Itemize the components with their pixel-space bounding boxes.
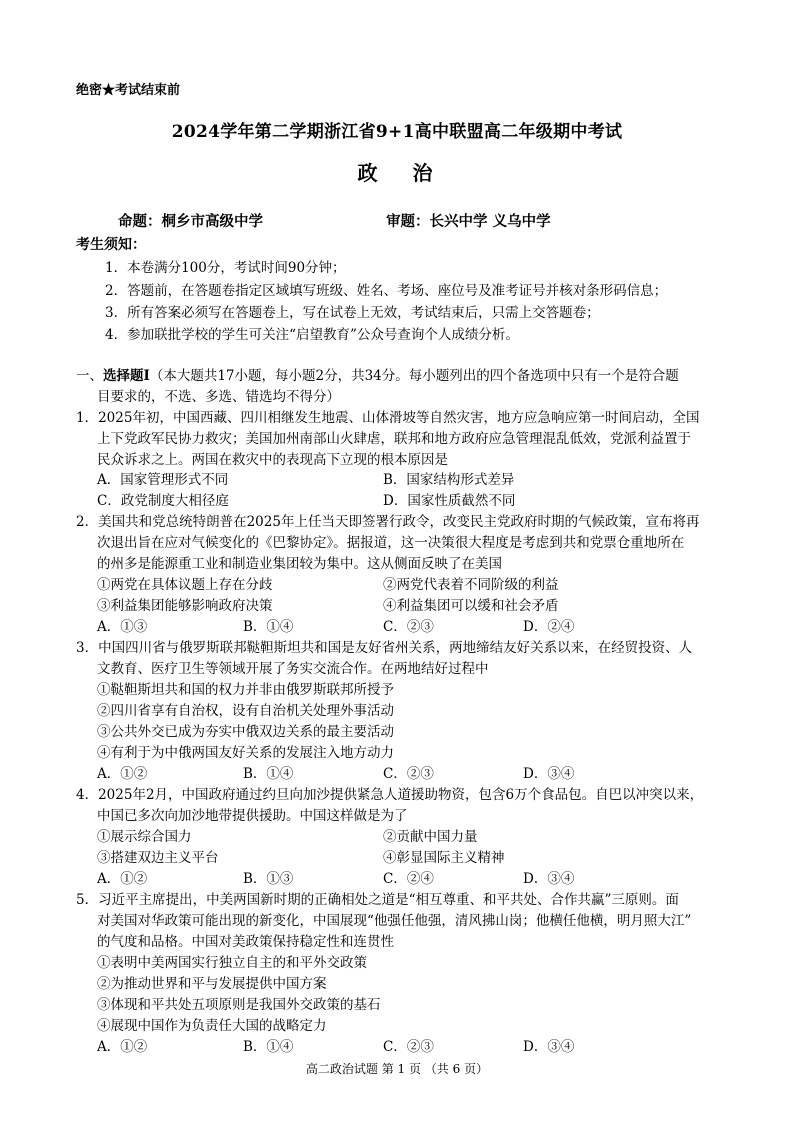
question-1-option-b[interactable]: B．国家结构形式差异 [383,472,515,488]
question-5-statement: ④展现中国作为负责任大国的战略定力 [97,1018,327,1034]
question-3-statement: ④有利于为中俄两国友好关系的发展注入地方动力 [97,745,394,761]
page-footer: 高二政治试题 第 1 页 （共 6 页） [305,1062,489,1076]
question-4-choice-c[interactable]: C．②④ [383,871,434,887]
question-3-choice-b[interactable]: B．①④ [243,766,294,782]
question-5-choice-b[interactable]: B．①④ [243,1039,294,1055]
question-3-text: 文教育、医疗卫生等领域开展了务实交流合作。在两地结好过程中 [97,661,489,677]
question-3-statement: ②四川省享有自治权，设有自治机关处理外事活动 [97,703,394,719]
section-prefix: 一、 [76,368,103,384]
question-1-text: 上下党政军民协力救灾；美国加州南部山火肆虐，联邦和地方政府应急管理混乱低效，党派利益置于 [97,431,691,447]
question-1-text: 1．2025年初，中国西藏、四川相继发生地震、山体滑坡等自然灾害，地方应急响应第一时间启动，全国 [76,410,700,426]
section-label: 选择题Ⅰ [103,368,150,384]
question-2-statement: ④利益集团可以缓和社会矛盾 [383,598,559,614]
question-4-choice-b[interactable]: B．①③ [243,871,294,887]
section-desc: （本大题共17小题，每小题2分，共34分。每小题列出的四个备选项中只有一个是符合题 [149,368,679,384]
subject-title: 政 治 [357,161,447,185]
question-4-statement: ②贡献中国力量 [383,829,478,845]
question-4-text: 4．2025年2月，中国政府通过约旦向加沙提供紧急人道援助物资，包含6万个食品包。自巴以冲突以来， [76,787,704,803]
question-3-choice-d[interactable]: D．③④ [523,766,575,782]
question-1-option-d[interactable]: D．国家性质截然不同 [383,493,516,509]
question-2-choice-c[interactable]: C．②③ [383,619,434,635]
question-5-text: 的气度和品格。中国对美政策保持稳定性和连贯性 [97,934,394,950]
notice-heading: 考生须知： [76,237,146,253]
section-heading [76,364,679,384]
question-2-choice-b[interactable]: B．①④ [243,619,294,635]
exam-title: 2024学年第二学期浙江省9+1高中联盟高二年级期中考试 [171,122,623,142]
notice-item: 2．答题前，在答题卷指定区域填写班级、姓名、考场、座位号及准考证号并核对条形码信息； [105,283,668,299]
question-3-text: 3．中国四川省与俄罗斯联邦鞑靼斯坦共和国是友好省州关系，两地缔结友好关系以来，在经贸投资、人 [76,640,693,656]
question-4-text: 中国已多次向加沙地带提供援助。中国这样做是为了 [97,808,408,824]
question-5-text: 5．习近平主席提出，中美两国新时期的正确相处之道是“相互尊重、和平共处、合作共赢”三原则。面 [76,892,679,908]
question-2-text: 的州多是能源重工业和制造业集团较为集中。这从侧面反映了在美国 [97,556,502,572]
question-3-statement: ③公共外交已成为夯实中俄双边关系的最主要活动 [97,724,394,740]
author-setter: 命题：桐乡市高级中学 [118,214,263,230]
authors-line [118,210,551,231]
question-2-text: 次退出旨在应对气候变化的《巴黎协定》。据报道，这一决策很大程度是考虑到共和党票仓重地所在 [97,535,685,551]
question-2-choice-d[interactable]: D．②④ [523,619,575,635]
notice-item: 4．参加联批学校的学生可关注“启望教育”公众号查询个人成绩分析。 [105,327,519,343]
question-4-choice-a[interactable]: A．①② [97,871,148,887]
question-4-statement: ①展示综合国力 [97,829,192,845]
question-5-choice-d[interactable]: D．③④ [523,1039,575,1055]
question-1-text: 民众诉求之上。两国在救灾中的表现高下立现的根本原因是 [97,452,448,468]
question-2-statement: ③利益集团能够影响政府决策 [97,598,273,614]
question-5-statement: ②为推动世界和平与发展提供中国方案 [97,976,327,992]
question-4-choice-d[interactable]: D．③④ [523,871,575,887]
question-3-statement: ①鞑靼斯坦共和国的权力并非由俄罗斯联邦所授予 [97,682,394,698]
question-1-option-c[interactable]: C．政党制度大相径庭 [97,493,229,509]
question-5-choice-a[interactable]: A．①② [97,1039,148,1055]
question-5-choice-c[interactable]: C．②③ [383,1039,434,1055]
question-5-statement: ①表明中美两国实行独立自主的和平外交政策 [97,955,367,971]
notice-item: 3．所有答案必须写在答题卷上，写在试卷上无效，考试结束后，只需上交答题卷； [105,305,600,321]
question-1-option-a[interactable]: A．国家管理形式不同 [97,472,229,488]
confidential-label: 绝密★考试结束前 [76,83,181,98]
question-2-statement: ①两党在具体议题上存在分歧 [97,577,273,593]
author-reviewer: 审题：长兴中学 义乌中学 [386,214,551,230]
question-2-text: 2．美国共和党总统特朗普在2025年上任当天即签署行政令，改变民主党政府时期的气候政策，宣布将再 [76,514,700,530]
question-3-choice-c[interactable]: C．②③ [383,766,434,782]
section-desc-cont: 目要求的，不选、多选、错选均不得分） [97,389,340,405]
question-4-statement: ③搭建双边主义平台 [97,850,219,866]
question-5-statement: ③体现和平共处五项原则是我国外交政策的基石 [97,997,381,1013]
question-2-statement: ②两党代表着不同阶级的利益 [383,577,559,593]
question-2-choice-a[interactable]: A．①③ [97,619,148,635]
question-5-text: 对美国对华政策可能出现的新变化，中国展现“他强任他强，清风拂山岗；他横任他横，明月照大江” [97,913,692,929]
question-4-statement: ④彰显国际主义精神 [383,850,505,866]
question-3-choice-a[interactable]: A．①② [97,766,148,782]
notice-item: 1．本卷满分100分，考试时间90分钟； [105,260,346,276]
